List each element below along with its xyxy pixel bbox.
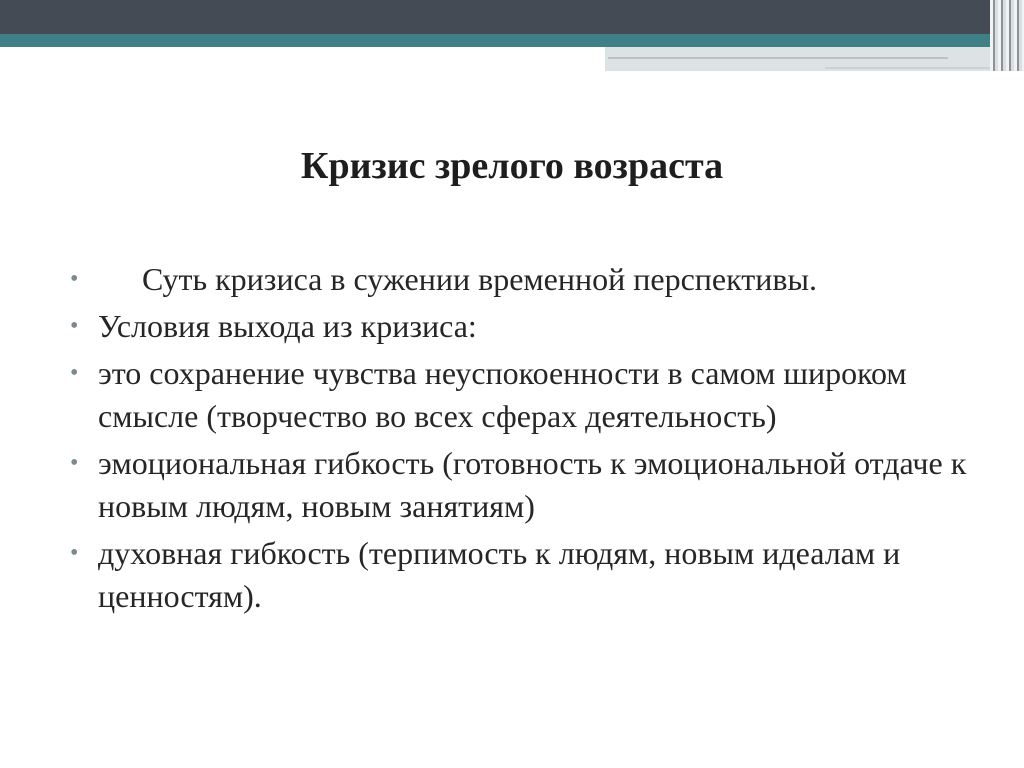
header-accent-line	[608, 57, 948, 59]
bullet-item	[70, 258, 970, 301]
bullet-icon: •	[70, 360, 79, 386]
bullet-list	[70, 258, 970, 622]
header-band-teal	[0, 34, 1024, 47]
header-edge-stripes	[990, 0, 1024, 71]
bullet-text: Суть кризиса в сужении временной перспективы.	[142, 261, 817, 297]
bullet-item	[70, 532, 970, 618]
bullet-text: эмоциональная гибкость (готовность к эмоциональной отдаче к новым людям, новым занятиям)	[98, 445, 967, 524]
slide-title: Кризис зрелого возраста	[300, 145, 724, 187]
header-accent-line	[825, 67, 1005, 69]
bullet-icon: •	[70, 313, 79, 339]
bullet-icon: •	[70, 266, 79, 292]
bullet-text: Условия выхода из кризиса:	[98, 308, 477, 344]
header-band-dark	[0, 0, 1024, 34]
bullet-item	[70, 305, 970, 348]
bullet-item	[70, 442, 970, 528]
bullet-text: духовная гибкость (терпимость к людям, новым идеалам и ценностям).	[98, 535, 901, 614]
bullet-text: это сохранение чувства неуспокоенности в самом широком смысле (творчество во всех сферах деятельность)	[98, 355, 907, 434]
bullet-icon: •	[70, 450, 79, 476]
bullet-icon: •	[70, 540, 79, 566]
bullet-item	[70, 352, 970, 438]
